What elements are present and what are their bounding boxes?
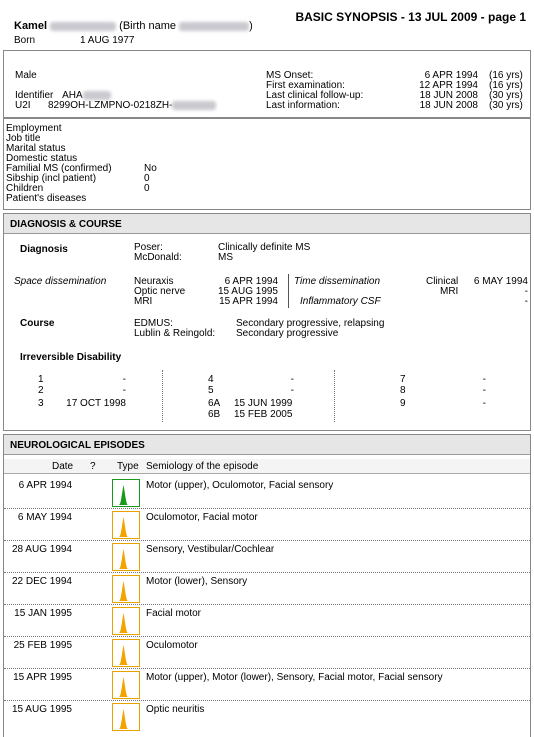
episodes-section-title: NEUROLOGICAL EPISODES bbox=[4, 435, 530, 455]
episode-semiology: Motor (upper), Oculomotor, Facial sensory bbox=[146, 480, 334, 491]
disability-4-value: - bbox=[290, 374, 294, 385]
space-mri-date: 15 APR 1994 bbox=[219, 296, 278, 307]
disability-divider-1 bbox=[162, 370, 163, 422]
disability-8-value: - bbox=[482, 385, 486, 396]
time-mri-value: - bbox=[524, 286, 528, 297]
episode-date: 15 JAN 1995 bbox=[14, 608, 72, 619]
disability-9-value: - bbox=[482, 398, 486, 409]
time-dissemination-label: Time dissemination bbox=[294, 276, 381, 287]
course-label: Course bbox=[20, 318, 55, 329]
disability-2-value: - bbox=[122, 385, 126, 396]
inflammatory-csf-value: - bbox=[524, 296, 528, 307]
redacted-u2i bbox=[172, 101, 216, 110]
episode-type-icon bbox=[112, 575, 140, 603]
last-info-years: (30 yrs) bbox=[489, 100, 523, 111]
episode-type-icon bbox=[112, 543, 140, 571]
disability-9-num: 9 bbox=[400, 398, 406, 409]
episode-semiology: Oculomotor, Facial motor bbox=[146, 512, 258, 523]
disability-6a-value: 15 JUN 1999 bbox=[234, 398, 293, 409]
birth-name-label: (Birth name bbox=[119, 20, 177, 32]
last-followup-label: Last clinical follow-up: bbox=[266, 90, 364, 101]
sex-value: Male bbox=[15, 70, 37, 81]
neuraxis-date: 6 APR 1994 bbox=[224, 276, 278, 287]
lublin-label: Lublin & Reingold: bbox=[134, 328, 216, 339]
episode-row bbox=[4, 701, 530, 733]
disability-1-num: 1 bbox=[38, 374, 44, 385]
patient-summary-box bbox=[3, 50, 531, 118]
disability-8-num: 8 bbox=[400, 385, 406, 396]
time-mri-label: MRI bbox=[440, 286, 459, 297]
born-value: 1 AUG 1977 bbox=[80, 35, 135, 46]
ms-onset-label: MS Onset: bbox=[266, 70, 314, 81]
disability-5-value: - bbox=[290, 385, 294, 396]
episode-row bbox=[4, 605, 530, 637]
episode-row bbox=[4, 509, 530, 541]
familial-ms-value: No bbox=[144, 163, 157, 174]
col-date: Date bbox=[52, 461, 74, 472]
u2i-value: 8299OH-LZMPNO-0218ZH- bbox=[48, 100, 173, 111]
episode-type-icon bbox=[112, 479, 140, 507]
episode-type-icon bbox=[112, 639, 140, 667]
episode-type-icon bbox=[112, 671, 140, 699]
poser-value: Clinically definite MS bbox=[218, 242, 311, 253]
episode-date: 15 AUG 1995 bbox=[11, 704, 72, 715]
inflammatory-csf-label: Inflammatory CSF bbox=[300, 296, 381, 307]
episode-semiology: Facial motor bbox=[146, 608, 202, 619]
dissemination-divider bbox=[288, 274, 289, 308]
episode-semiology: Motor (upper), Motor (lower), Sensory, Facial motor, Facial sensory bbox=[146, 672, 443, 683]
redacted-birth-name bbox=[179, 22, 249, 31]
sibship-value: 0 bbox=[144, 173, 150, 184]
sibship-label: Sibship (incl patient) bbox=[6, 173, 97, 184]
disability-5-num: 5 bbox=[208, 385, 214, 396]
last-info-date: 18 JUN 2008 bbox=[419, 100, 478, 111]
social-box bbox=[3, 118, 531, 210]
episode-row bbox=[4, 637, 530, 669]
first-exam-years: (16 yrs) bbox=[489, 80, 523, 91]
mcdonald-value: MS bbox=[218, 252, 233, 263]
episode-semiology: Optic neuritis bbox=[146, 704, 205, 715]
marital-status-label: Marital status bbox=[6, 143, 66, 154]
first-exam-date: 12 APR 1994 bbox=[419, 80, 478, 91]
optic-nerve-label: Optic nerve bbox=[134, 286, 186, 297]
episode-date: 25 FEB 1995 bbox=[13, 640, 72, 651]
ms-onset-years: (16 yrs) bbox=[489, 70, 523, 81]
episode-type-icon bbox=[112, 607, 140, 635]
ms-onset-date: 6 APR 1994 bbox=[424, 70, 478, 81]
episodes-section bbox=[3, 434, 531, 737]
episode-date: 6 APR 1994 bbox=[18, 480, 72, 491]
patient-name bbox=[14, 20, 253, 32]
familial-ms-label: Familial MS (confirmed) bbox=[6, 163, 112, 174]
space-dissemination-label: Space dissemination bbox=[14, 276, 107, 287]
redacted-surname bbox=[50, 22, 116, 31]
birth-name-close: ) bbox=[249, 20, 253, 32]
neuraxis-label: Neuraxis bbox=[134, 276, 174, 287]
space-mri-label: MRI bbox=[134, 296, 153, 307]
time-clinical-value: 6 MAY 1994 bbox=[473, 276, 528, 287]
disability-label: Irreversible Disability bbox=[20, 352, 122, 363]
last-followup-years: (30 yrs) bbox=[489, 90, 523, 101]
u2i-row bbox=[48, 100, 216, 111]
disability-3-num: 3 bbox=[38, 398, 44, 409]
disability-1-value: - bbox=[122, 374, 126, 385]
disability-6a-num: 6A bbox=[208, 398, 221, 409]
episode-semiology: Motor (lower), Sensory bbox=[146, 576, 248, 587]
disability-4-num: 4 bbox=[208, 374, 214, 385]
identifier-value: AHA bbox=[62, 90, 83, 101]
disability-3-value: 17 OCT 1998 bbox=[66, 398, 126, 409]
col-type: Type bbox=[117, 461, 139, 472]
episode-type-icon bbox=[112, 703, 140, 731]
col-semiology: Semiology of the episode bbox=[146, 461, 259, 472]
episode-row bbox=[4, 541, 530, 573]
disability-2-num: 2 bbox=[38, 385, 44, 396]
episode-semiology: Sensory, Vestibular/Cochlear bbox=[146, 544, 275, 555]
disability-divider-2 bbox=[334, 370, 335, 422]
last-info-label: Last information: bbox=[266, 100, 340, 111]
u2i-label: U2I bbox=[15, 100, 31, 111]
episode-date: 6 MAY 1994 bbox=[17, 512, 72, 523]
edmus-value: Secondary progressive, relapsing bbox=[236, 318, 385, 329]
optic-nerve-date: 15 AUG 1995 bbox=[217, 286, 278, 297]
born-label: Born bbox=[14, 35, 36, 46]
first-exam-label: First examination: bbox=[266, 80, 345, 91]
mcdonald-label: McDonald: bbox=[134, 252, 182, 263]
diagnosis-section-title: DIAGNOSIS & COURSE bbox=[4, 214, 530, 234]
episode-semiology: Oculomotor bbox=[146, 640, 198, 651]
redacted-identifier bbox=[83, 91, 111, 100]
poser-label: Poser: bbox=[134, 242, 163, 253]
page-title: BASIC SYNOPSIS - 13 JUL 2009 - page 1 bbox=[295, 10, 526, 24]
last-followup-date: 18 JUN 2008 bbox=[419, 90, 478, 101]
episode-date: 22 DEC 1994 bbox=[11, 576, 72, 587]
episode-row bbox=[4, 573, 530, 605]
lublin-value: Secondary progressive bbox=[236, 328, 339, 339]
disability-7-num: 7 bbox=[400, 374, 406, 385]
employment-label: Employment bbox=[6, 123, 62, 134]
time-clinical-label: Clinical bbox=[426, 276, 459, 287]
episodes-column-header bbox=[4, 459, 530, 474]
col-question: ? bbox=[90, 461, 96, 472]
episode-row bbox=[4, 669, 530, 701]
patient-diseases-label: Patient's diseases bbox=[6, 193, 87, 204]
children-value: 0 bbox=[144, 183, 150, 194]
disability-6b-value: 15 FEB 2005 bbox=[234, 409, 293, 420]
episode-type-icon bbox=[112, 511, 140, 539]
edmus-label: EDMUS: bbox=[134, 318, 173, 329]
diagnosis-label: Diagnosis bbox=[20, 244, 68, 255]
identifier-label: Identifier bbox=[15, 90, 54, 101]
domestic-status-label: Domestic status bbox=[6, 153, 78, 164]
patient-first-name: Kamel bbox=[14, 20, 48, 32]
episode-date: 28 AUG 1994 bbox=[11, 544, 72, 555]
disability-6b-num: 6B bbox=[208, 409, 221, 420]
job-title-label: Job title bbox=[6, 133, 41, 144]
children-label: Children bbox=[6, 183, 44, 194]
episode-date: 15 APR 1995 bbox=[13, 672, 72, 683]
disability-7-value: - bbox=[482, 374, 486, 385]
diagnosis-section bbox=[3, 213, 531, 431]
episode-row bbox=[4, 477, 530, 509]
